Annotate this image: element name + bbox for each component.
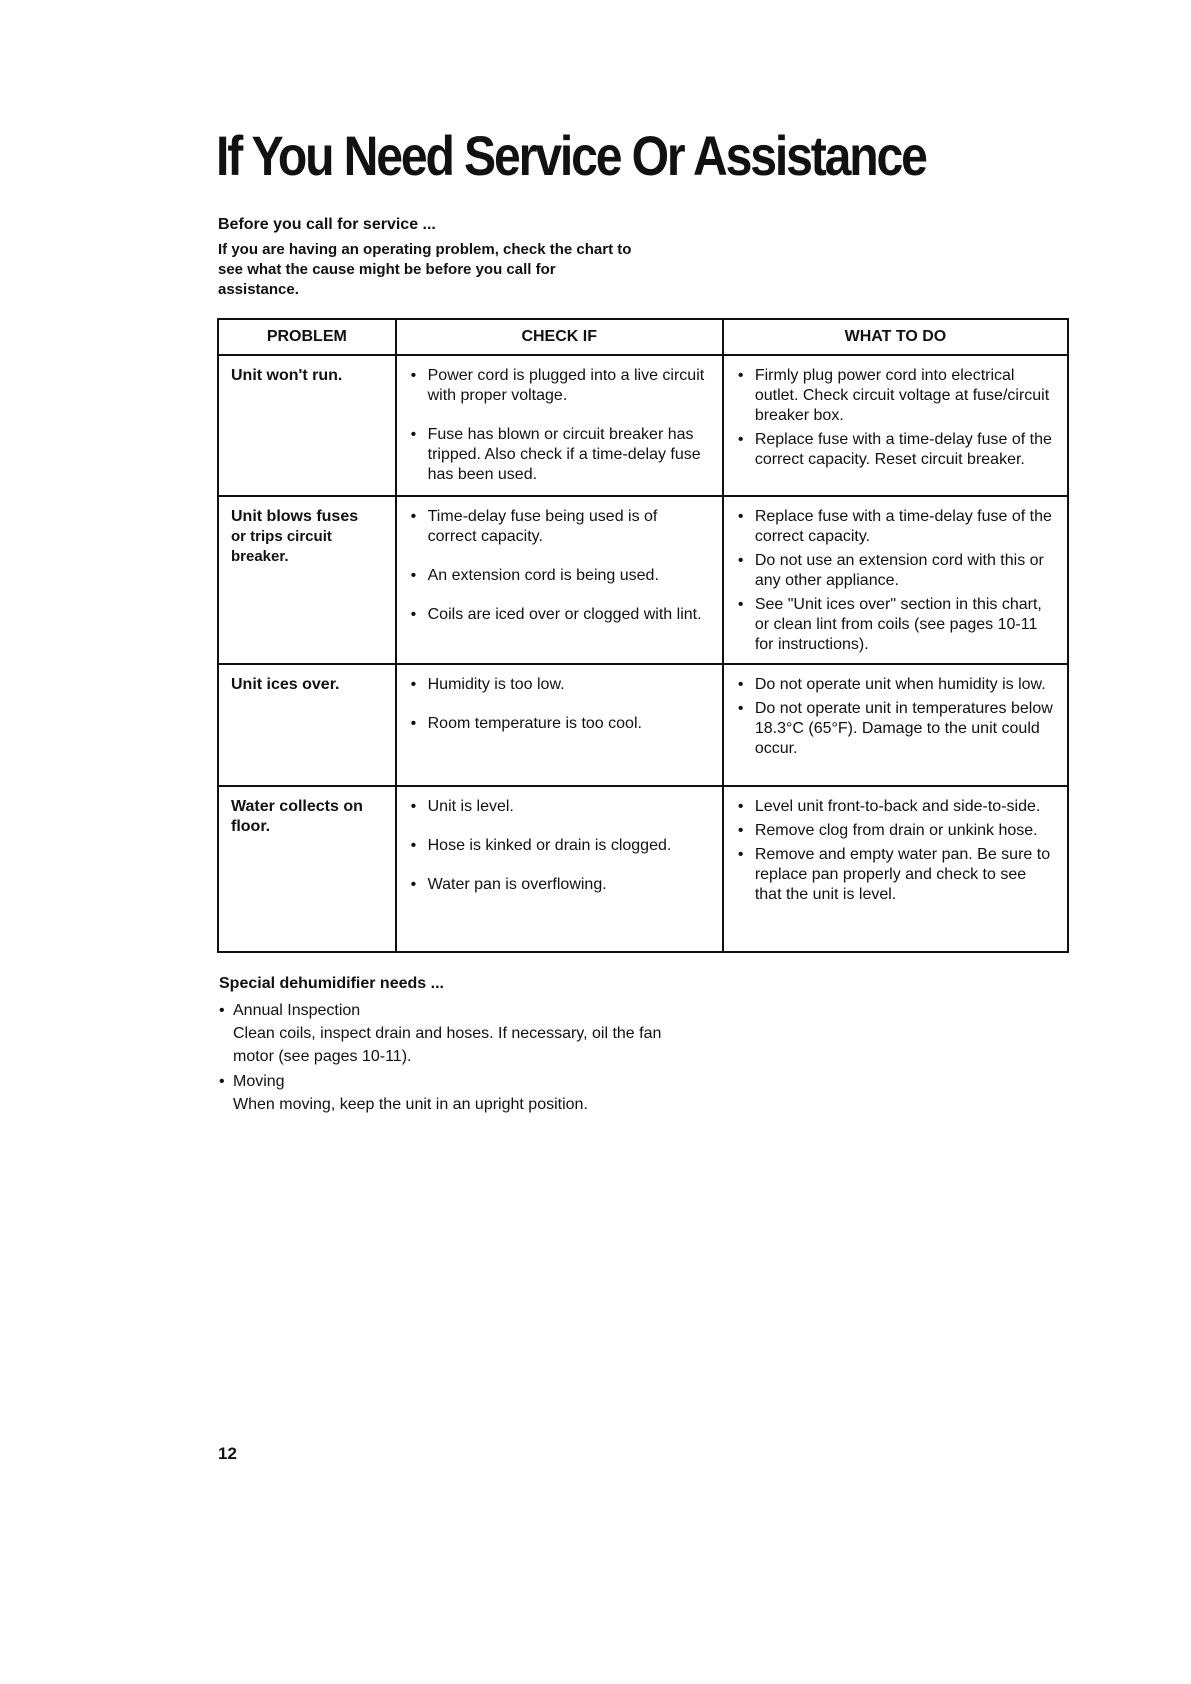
check-item: • Humidity is too low. [409,675,710,695]
fix-item: • Remove clog from drain or unkink hose. [736,821,1055,841]
table-row [218,355,1068,496]
check-item: • Coils are iced over or clogged with lint. [409,605,710,625]
fix-cell [723,786,1068,952]
fix-item: • Replace fuse with a time-delay fuse of the correct capacity. Reset circuit breaker. [736,430,1055,470]
page-title: If You Need Service Or Assistance [216,124,926,187]
check-item: • An extension cord is being used. [409,566,710,586]
special-needs-section [219,972,679,1118]
table-row [218,786,1068,952]
fix-item: • Do not operate unit in temperatures below 18.3°C (65°F). Damage to the unit could occur. [736,699,1055,759]
need-title: • Moving [219,1070,679,1093]
fix-cell [723,496,1068,664]
problem-cell [218,355,396,496]
check-item: • Power cord is plugged into a live circuit with proper voltage. [409,366,710,406]
check-item: • Time-delay fuse being used is of correct capacity. [409,507,710,547]
special-needs-heading: Special dehumidifier needs ... [219,975,444,992]
fix-item: • Level unit front-to-back and side-to-side. [736,797,1055,817]
fix-cell [723,355,1068,496]
fix-item: • Firmly plug power cord into electrical outlet. Check circuit voltage at fuse/circuit breaker box. [736,366,1055,426]
troubleshooting-table [217,318,1069,953]
problem-cell [218,496,396,664]
intro-heading: Before you call for service ... [218,216,436,233]
fix-item: • Replace fuse with a time-delay fuse of the correct capacity. [736,507,1055,547]
problem-sublabel: or trips circuit breaker. [231,528,332,565]
check-cell [396,355,723,496]
check-item: • Water pan is overflowing. [409,875,710,895]
check-cell [396,496,723,664]
fix-item: • Do not operate unit when humidity is low. [736,675,1055,695]
check-cell [396,664,723,786]
problem-cell [218,786,396,952]
problem-label: Unit won't run. [231,367,343,384]
problem-label: Water collects on floor. [231,798,363,835]
check-item: • Fuse has blown or circuit breaker has tripped. Also check if a time-delay fuse has been used. [409,425,710,485]
header-what-to-do: WHAT TO DO [723,319,1068,355]
check-cell [396,786,723,952]
check-item: • Hose is kinked or drain is clogged. [409,836,710,856]
fix-item: • See "Unit ices over" section in this chart, or clean lint from coils (see pages 10-11 for instructions). [736,595,1055,655]
need-description: When moving, keep the unit in an upright position. [233,1096,588,1113]
fix-item: • Do not use an extension cord with this or any other appliance. [736,551,1055,591]
header-check-if: CHECK IF [396,319,723,355]
intro-body: If you are having an operating problem, check the chart to see what the cause might be before you call for assistance. [218,241,632,298]
check-item: • Unit is level. [409,797,710,817]
fix-cell [723,664,1068,786]
table-row [218,664,1068,786]
problem-label: Unit blows fuses [231,508,359,525]
check-item: • Room temperature is too cool. [409,714,710,734]
problem-label: Unit ices over. [231,676,340,693]
header-problem: PROBLEM [218,319,396,355]
problem-cell [218,664,396,786]
table-header-row [218,319,1068,355]
need-description: Clean coils, inspect drain and hoses. If necessary, oil the fan motor (see pages 10-11). [233,1025,662,1065]
table-row [218,496,1068,664]
fix-item: • Remove and empty water pan. Be sure to replace pan properly and check to see that the unit is level. [736,845,1055,905]
intro-section [218,216,638,300]
page-number: 12 [218,1444,237,1463]
need-title: • Annual Inspection [219,999,679,1022]
